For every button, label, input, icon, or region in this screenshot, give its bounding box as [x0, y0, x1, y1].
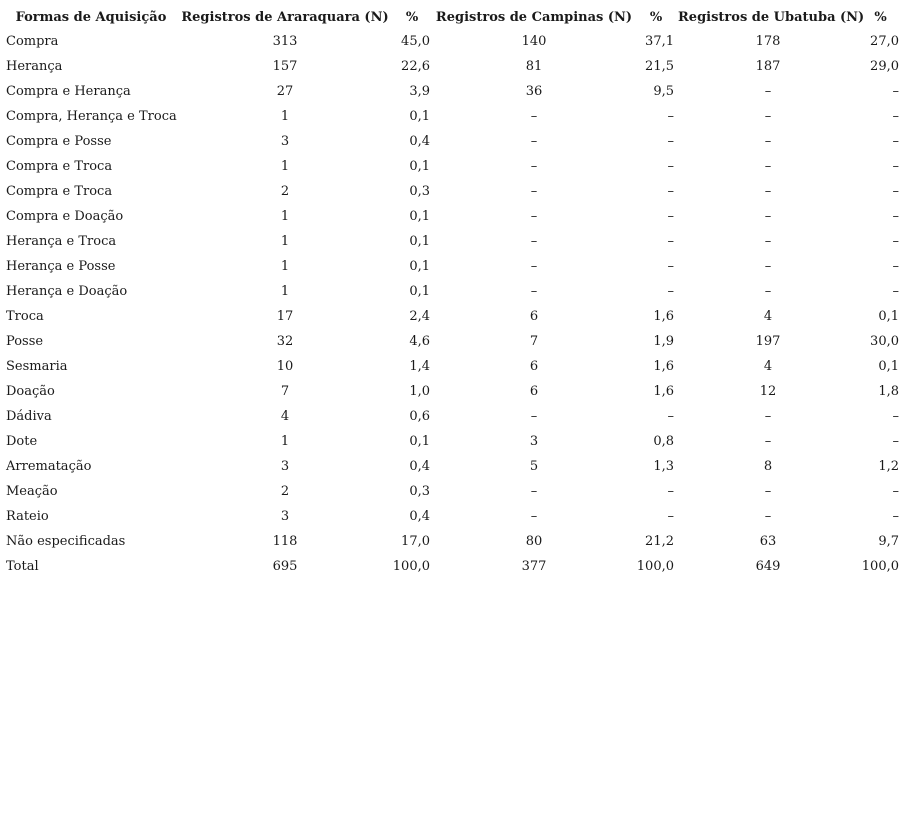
- campinas-pct-cell: 100,0: [636, 559, 674, 574]
- header-campinas-pct: %: [649, 9, 663, 25]
- araraquara-n-cell: 1: [280, 434, 290, 449]
- ubatuba-pct-cell: 29,0: [870, 59, 899, 74]
- ubatuba-n-cell: –: [764, 134, 772, 149]
- campinas-pct-cell: –: [667, 409, 674, 424]
- acquisition-table: [2, 5, 903, 579]
- row-label-cell: Arrematação: [6, 459, 92, 474]
- campinas-n-cell: –: [530, 284, 538, 299]
- ubatuba-n-cell: 4: [763, 359, 773, 374]
- campinas-pct-cell: –: [667, 484, 674, 499]
- row-label-cell: Compra e Doação: [6, 209, 124, 224]
- header-araraquara-n: Registros de Araraquara (N): [181, 9, 389, 25]
- table-row: [2, 454, 903, 479]
- ubatuba-pct-cell: –: [892, 184, 899, 199]
- araraquara-n-cell: 157: [272, 59, 298, 74]
- row-label-cell: Compra e Herança: [6, 84, 131, 99]
- ubatuba-n-cell: –: [764, 484, 772, 499]
- campinas-n-cell: 81: [525, 59, 543, 74]
- table-row: [2, 229, 903, 254]
- campinas-pct-cell: 1,6: [653, 309, 674, 324]
- campinas-n-cell: –: [530, 259, 538, 274]
- araraquara-pct-cell: 0,1: [409, 234, 430, 249]
- campinas-pct-cell: –: [667, 134, 674, 149]
- row-label-cell: Compra, Herança e Troca: [6, 109, 177, 124]
- campinas-n-cell: –: [530, 109, 538, 124]
- ubatuba-n-cell: –: [764, 209, 772, 224]
- table-row: [2, 279, 903, 304]
- row-label-cell: Herança e Troca: [6, 234, 117, 249]
- ubatuba-pct-cell: 1,8: [878, 384, 899, 399]
- row-label-cell: Doação: [6, 384, 55, 399]
- table-row: [2, 329, 903, 354]
- ubatuba-n-cell: 8: [763, 459, 773, 474]
- ubatuba-n-cell: –: [764, 259, 772, 274]
- row-label-cell: Não especificadas: [6, 534, 126, 549]
- araraquara-n-cell: 313: [272, 34, 298, 49]
- table-row: [2, 129, 903, 154]
- araraquara-n-cell: 2: [280, 184, 290, 199]
- campinas-n-cell: –: [530, 209, 538, 224]
- araraquara-pct-cell: 4,6: [409, 334, 430, 349]
- ubatuba-pct-cell: –: [892, 84, 899, 99]
- row-label-cell: Compra e Posse: [6, 134, 112, 149]
- campinas-n-cell: 140: [521, 34, 547, 49]
- table-row: [2, 104, 903, 129]
- campinas-pct-cell: 1,6: [653, 359, 674, 374]
- table-row: [2, 254, 903, 279]
- araraquara-pct-cell: 45,0: [401, 34, 430, 49]
- table-row: [2, 379, 903, 404]
- ubatuba-n-cell: 12: [759, 384, 777, 399]
- header-campinas-n: Registros de Campinas (N): [435, 9, 633, 25]
- ubatuba-pct-cell: 0,1: [878, 309, 899, 324]
- header-row: [2, 5, 903, 29]
- campinas-n-cell: 5: [529, 459, 539, 474]
- ubatuba-pct-cell: 1,2: [878, 459, 899, 474]
- ubatuba-n-cell: –: [764, 434, 772, 449]
- row-label-cell: Dote: [6, 434, 38, 449]
- campinas-pct-cell: 21,5: [645, 59, 674, 74]
- ubatuba-pct-cell: –: [892, 134, 899, 149]
- campinas-pct-cell: –: [667, 284, 674, 299]
- campinas-pct-cell: –: [667, 109, 674, 124]
- header-ubatuba-n: Registros de Ubatuba (N): [678, 9, 865, 25]
- ubatuba-n-cell: –: [764, 159, 772, 174]
- ubatuba-n-cell: 187: [755, 59, 781, 74]
- campinas-n-cell: 80: [525, 534, 543, 549]
- row-label-cell: Compra e Troca: [6, 184, 113, 199]
- campinas-n-cell: –: [530, 159, 538, 174]
- ubatuba-n-cell: 178: [755, 34, 781, 49]
- araraquara-n-cell: 1: [280, 234, 290, 249]
- ubatuba-n-cell: –: [764, 109, 772, 124]
- row-label-cell: Compra: [6, 34, 59, 49]
- campinas-n-cell: 6: [529, 384, 539, 399]
- ubatuba-n-cell: 197: [755, 334, 781, 349]
- table-row: [2, 304, 903, 329]
- row-label-cell: Sesmaria: [6, 359, 68, 374]
- ubatuba-pct-cell: –: [892, 234, 899, 249]
- ubatuba-pct-cell: 30,0: [870, 334, 899, 349]
- campinas-pct-cell: 0,8: [653, 434, 674, 449]
- header-ubatuba-pct: %: [874, 9, 887, 25]
- campinas-n-cell: 36: [525, 84, 543, 99]
- ubatuba-n-cell: –: [764, 509, 772, 524]
- araraquara-n-cell: 1: [280, 109, 290, 124]
- ubatuba-pct-cell: –: [892, 109, 899, 124]
- table-row: [2, 479, 903, 504]
- araraquara-n-cell: 118: [272, 534, 298, 549]
- campinas-pct-cell: –: [667, 184, 674, 199]
- table-row: [2, 29, 903, 54]
- row-label-cell: Rateio: [6, 509, 49, 524]
- araraquara-pct-cell: 0,4: [409, 459, 430, 474]
- araraquara-n-cell: 1: [280, 284, 290, 299]
- campinas-pct-cell: 1,3: [653, 459, 674, 474]
- araraquara-pct-cell: 0,4: [409, 509, 430, 524]
- ubatuba-n-cell: 649: [755, 559, 781, 574]
- araraquara-n-cell: 17: [276, 309, 294, 324]
- campinas-n-cell: 3: [529, 434, 539, 449]
- ubatuba-n-cell: –: [764, 84, 772, 99]
- campinas-n-cell: 377: [521, 559, 547, 574]
- araraquara-n-cell: 3: [280, 459, 290, 474]
- ubatuba-n-cell: –: [764, 284, 772, 299]
- ubatuba-pct-cell: –: [892, 209, 899, 224]
- ubatuba-n-cell: –: [764, 234, 772, 249]
- table-row: [2, 404, 903, 429]
- ubatuba-pct-cell: 0,1: [878, 359, 899, 374]
- table-row: [2, 179, 903, 204]
- araraquara-n-cell: 1: [280, 259, 290, 274]
- araraquara-pct-cell: 100,0: [392, 559, 430, 574]
- table-header: [2, 5, 903, 29]
- araraquara-n-cell: 27: [276, 84, 294, 99]
- campinas-pct-cell: –: [667, 509, 674, 524]
- campinas-pct-cell: 9,5: [653, 84, 674, 99]
- campinas-pct-cell: 21,2: [645, 534, 674, 549]
- araraquara-pct-cell: 2,4: [409, 309, 430, 324]
- campinas-pct-cell: –: [667, 159, 674, 174]
- araraquara-n-cell: 3: [280, 134, 290, 149]
- ubatuba-pct-cell: –: [892, 259, 899, 274]
- table-row: [2, 354, 903, 379]
- table-row: [2, 204, 903, 229]
- araraquara-n-cell: 32: [276, 334, 294, 349]
- araraquara-n-cell: 3: [280, 509, 290, 524]
- araraquara-n-cell: 10: [276, 359, 294, 374]
- campinas-pct-cell: –: [667, 234, 674, 249]
- ubatuba-pct-cell: –: [892, 284, 899, 299]
- campinas-pct-cell: 37,1: [645, 34, 674, 49]
- ubatuba-pct-cell: 9,7: [878, 534, 899, 549]
- ubatuba-n-cell: –: [764, 184, 772, 199]
- araraquara-pct-cell: 0,4: [409, 134, 430, 149]
- araraquara-pct-cell: 0,1: [409, 284, 430, 299]
- table-row: [2, 554, 903, 579]
- ubatuba-pct-cell: 100,0: [861, 559, 899, 574]
- araraquara-pct-cell: 22,6: [401, 59, 430, 74]
- row-label-cell: Herança: [6, 59, 63, 74]
- campinas-n-cell: –: [530, 184, 538, 199]
- ubatuba-n-cell: –: [764, 409, 772, 424]
- ubatuba-pct-cell: –: [892, 434, 899, 449]
- header-formas: Formas de Aquisição: [15, 9, 167, 25]
- ubatuba-n-cell: 63: [759, 534, 777, 549]
- araraquara-n-cell: 1: [280, 159, 290, 174]
- campinas-n-cell: –: [530, 509, 538, 524]
- araraquara-pct-cell: 0,3: [409, 484, 430, 499]
- araraquara-pct-cell: 3,9: [409, 84, 430, 99]
- row-label-cell: Compra e Troca: [6, 159, 113, 174]
- table-row: [2, 429, 903, 454]
- araraquara-pct-cell: 17,0: [401, 534, 430, 549]
- araraquara-pct-cell: 0,3: [409, 184, 430, 199]
- araraquara-pct-cell: 0,1: [409, 434, 430, 449]
- campinas-n-cell: –: [530, 134, 538, 149]
- campinas-n-cell: –: [530, 234, 538, 249]
- araraquara-pct-cell: 0,6: [409, 409, 430, 424]
- campinas-pct-cell: 1,6: [653, 384, 674, 399]
- row-label-cell: Total: [6, 559, 39, 574]
- ubatuba-pct-cell: –: [892, 509, 899, 524]
- araraquara-pct-cell: 0,1: [409, 109, 430, 124]
- header-araraquara-pct: %: [405, 9, 419, 25]
- araraquara-pct-cell: 0,1: [409, 159, 430, 174]
- araraquara-pct-cell: 0,1: [409, 209, 430, 224]
- campinas-n-cell: –: [530, 409, 538, 424]
- ubatuba-pct-cell: –: [892, 159, 899, 174]
- campinas-n-cell: 7: [529, 334, 539, 349]
- table-row: [2, 79, 903, 104]
- table-row: [2, 529, 903, 554]
- ubatuba-pct-cell: 27,0: [870, 34, 899, 49]
- row-label-cell: Troca: [6, 309, 44, 324]
- row-label-cell: Dádiva: [6, 409, 52, 424]
- campinas-pct-cell: 1,9: [653, 334, 674, 349]
- araraquara-n-cell: 1: [280, 209, 290, 224]
- row-label-cell: Posse: [6, 334, 44, 349]
- araraquara-n-cell: 4: [280, 409, 290, 424]
- araraquara-pct-cell: 0,1: [409, 259, 430, 274]
- araraquara-pct-cell: 1,4: [409, 359, 430, 374]
- campinas-n-cell: 6: [529, 309, 539, 324]
- ubatuba-n-cell: 4: [763, 309, 773, 324]
- araraquara-n-cell: 695: [272, 559, 298, 574]
- table-row: [2, 54, 903, 79]
- ubatuba-pct-cell: –: [892, 484, 899, 499]
- table-body: [2, 29, 903, 579]
- row-label-cell: Meação: [6, 484, 58, 499]
- campinas-pct-cell: –: [667, 209, 674, 224]
- table-row: [2, 504, 903, 529]
- campinas-pct-cell: –: [667, 259, 674, 274]
- ubatuba-pct-cell: –: [892, 409, 899, 424]
- araraquara-n-cell: 2: [280, 484, 290, 499]
- table-row: [2, 154, 903, 179]
- campinas-n-cell: 6: [529, 359, 539, 374]
- araraquara-pct-cell: 1,0: [409, 384, 430, 399]
- araraquara-n-cell: 7: [280, 384, 290, 399]
- row-label-cell: Herança e Posse: [6, 259, 116, 274]
- campinas-n-cell: –: [530, 484, 538, 499]
- row-label-cell: Herança e Doação: [6, 284, 128, 299]
